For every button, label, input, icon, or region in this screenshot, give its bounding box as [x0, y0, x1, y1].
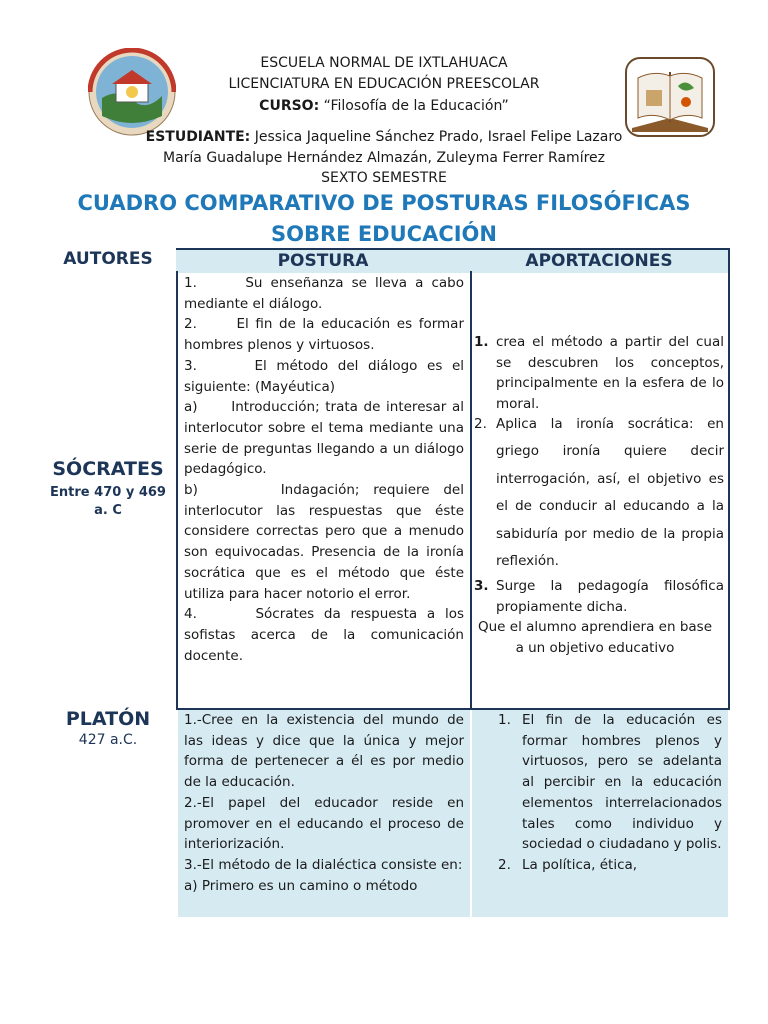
column-header-aportaciones: APORTACIONES	[470, 248, 730, 273]
postura-item: 4. Sócrates da respuesta a los sofistas acerca de la comunicación docente.	[184, 606, 464, 664]
column-header-postura: POSTURA	[176, 248, 470, 273]
author-name: SÓCRATES	[52, 458, 164, 480]
aportacion-number: 3.	[474, 577, 489, 594]
aportacion-item	[498, 855, 722, 876]
school-name: ESCUELA NORMAL DE IXTLAHUACA	[260, 55, 508, 71]
aportacion-text: Aplica la ironía socrática: en griego ironía quiere decir interrogación, así, el objetivo es el de conducir al educando a la sabiduría por medio de la propia reflexión.	[496, 415, 724, 570]
course-line	[0, 97, 768, 115]
aportacion-item	[474, 576, 724, 617]
document-title-line-1: CUADRO COMPARATIVO DE POSTURAS FILOSÓFICAS	[77, 191, 691, 215]
postura-item: a) Primero es un camino o método	[184, 877, 418, 894]
postura-item: 2. El fin de la educación es formar hombres plenos y virtuosos.	[184, 316, 464, 354]
postura-item: 1. Su enseñanza se lleva a cabo mediante el diálogo.	[184, 275, 464, 312]
degree-name: LICENCIATURA EN EDUCACIÓN PREESCOLAR	[228, 76, 540, 92]
author-date-line-1: 427 a.C.	[78, 732, 138, 748]
author-name: PLATÓN	[65, 708, 151, 730]
socrates-postura-text	[184, 273, 464, 666]
aportacion-number: 2.	[474, 415, 487, 432]
students-names-1: Jessica Jaqueline Sánchez Prado, Israel Felipe Lazaro	[250, 129, 623, 145]
students-line-1	[0, 128, 768, 146]
aportacion-number: 1.	[498, 712, 511, 728]
column-header-autores: AUTORES	[63, 249, 153, 269]
aportacion-number: 1.	[474, 334, 489, 350]
postura-item: 2.-El papel del educador reside en promover en el educando el proceso de interiorización.	[184, 794, 464, 853]
course-value: “Filosofía de la Educación”	[319, 98, 509, 114]
aportacion-text: Surge la pedagogía filosófica propiamente dicha.	[496, 577, 724, 615]
author-date-line-2: a. C	[94, 503, 122, 518]
postura-item: a) Introducción; trata de interesar al interlocutor sobre el tema mediante una serie de preguntas llegando a un diálogo pedagógico.	[184, 399, 464, 478]
platon-postura-text	[184, 710, 464, 896]
platon-aportaciones-list	[498, 710, 722, 876]
postura-item: 1.-Cree en la existencia del mundo de las ideas y dice que la única y mejor forma de pertenecer a él es por medio de la educación.	[184, 712, 464, 791]
student-label: ESTUDIANTE:	[145, 129, 251, 145]
aportacion-text: El fin de la educación es formar hombres plenos y virtuosos, pero se adelanta al percibir en la educación elementos interrelacionados tales como individuo y sociedad o ciudadano y polis.	[522, 712, 722, 853]
socrates-aportaciones-list	[474, 332, 724, 659]
aportacion-item	[474, 332, 724, 415]
semester-label: SEXTO SEMESTRE	[321, 170, 447, 186]
aportacion-text: crea el método a partir del cual se descubren los conceptos, principalmente en la esfera de lo moral.	[496, 334, 724, 413]
author-date-line-1: Entre 470 y 469	[50, 485, 166, 500]
students-line-2: María Guadalupe Hernández Almazán, Zuleyma Ferrer Ramírez	[162, 150, 605, 166]
document-title-line-2: SOBRE EDUCACIÓN	[271, 222, 497, 246]
aportacion-item	[474, 411, 724, 576]
aportacion-text: La política, ética,	[522, 856, 638, 873]
postura-item: 3. El método del diálogo es el siguiente: (Mayéutica)	[184, 357, 464, 395]
author-socrates	[40, 458, 176, 520]
course-label: CURSO:	[259, 98, 320, 114]
postura-item: 3.-El método de la dialéctica consiste en:	[184, 856, 463, 873]
author-platon	[40, 708, 176, 748]
aportacion-number: 2.	[498, 856, 511, 873]
postura-item: b) Indagación; requiere del interlocutor las respuestas que éste considere correctas pero que a menudo son equivocadas. Presencia de la ironía socrática que es el método que éste utiliza para hacer notorio el error.	[184, 482, 464, 602]
aportacion-extra: Que el alumno aprendiera en base a un objetivo educativo	[478, 619, 712, 656]
aportacion-item	[498, 710, 722, 855]
